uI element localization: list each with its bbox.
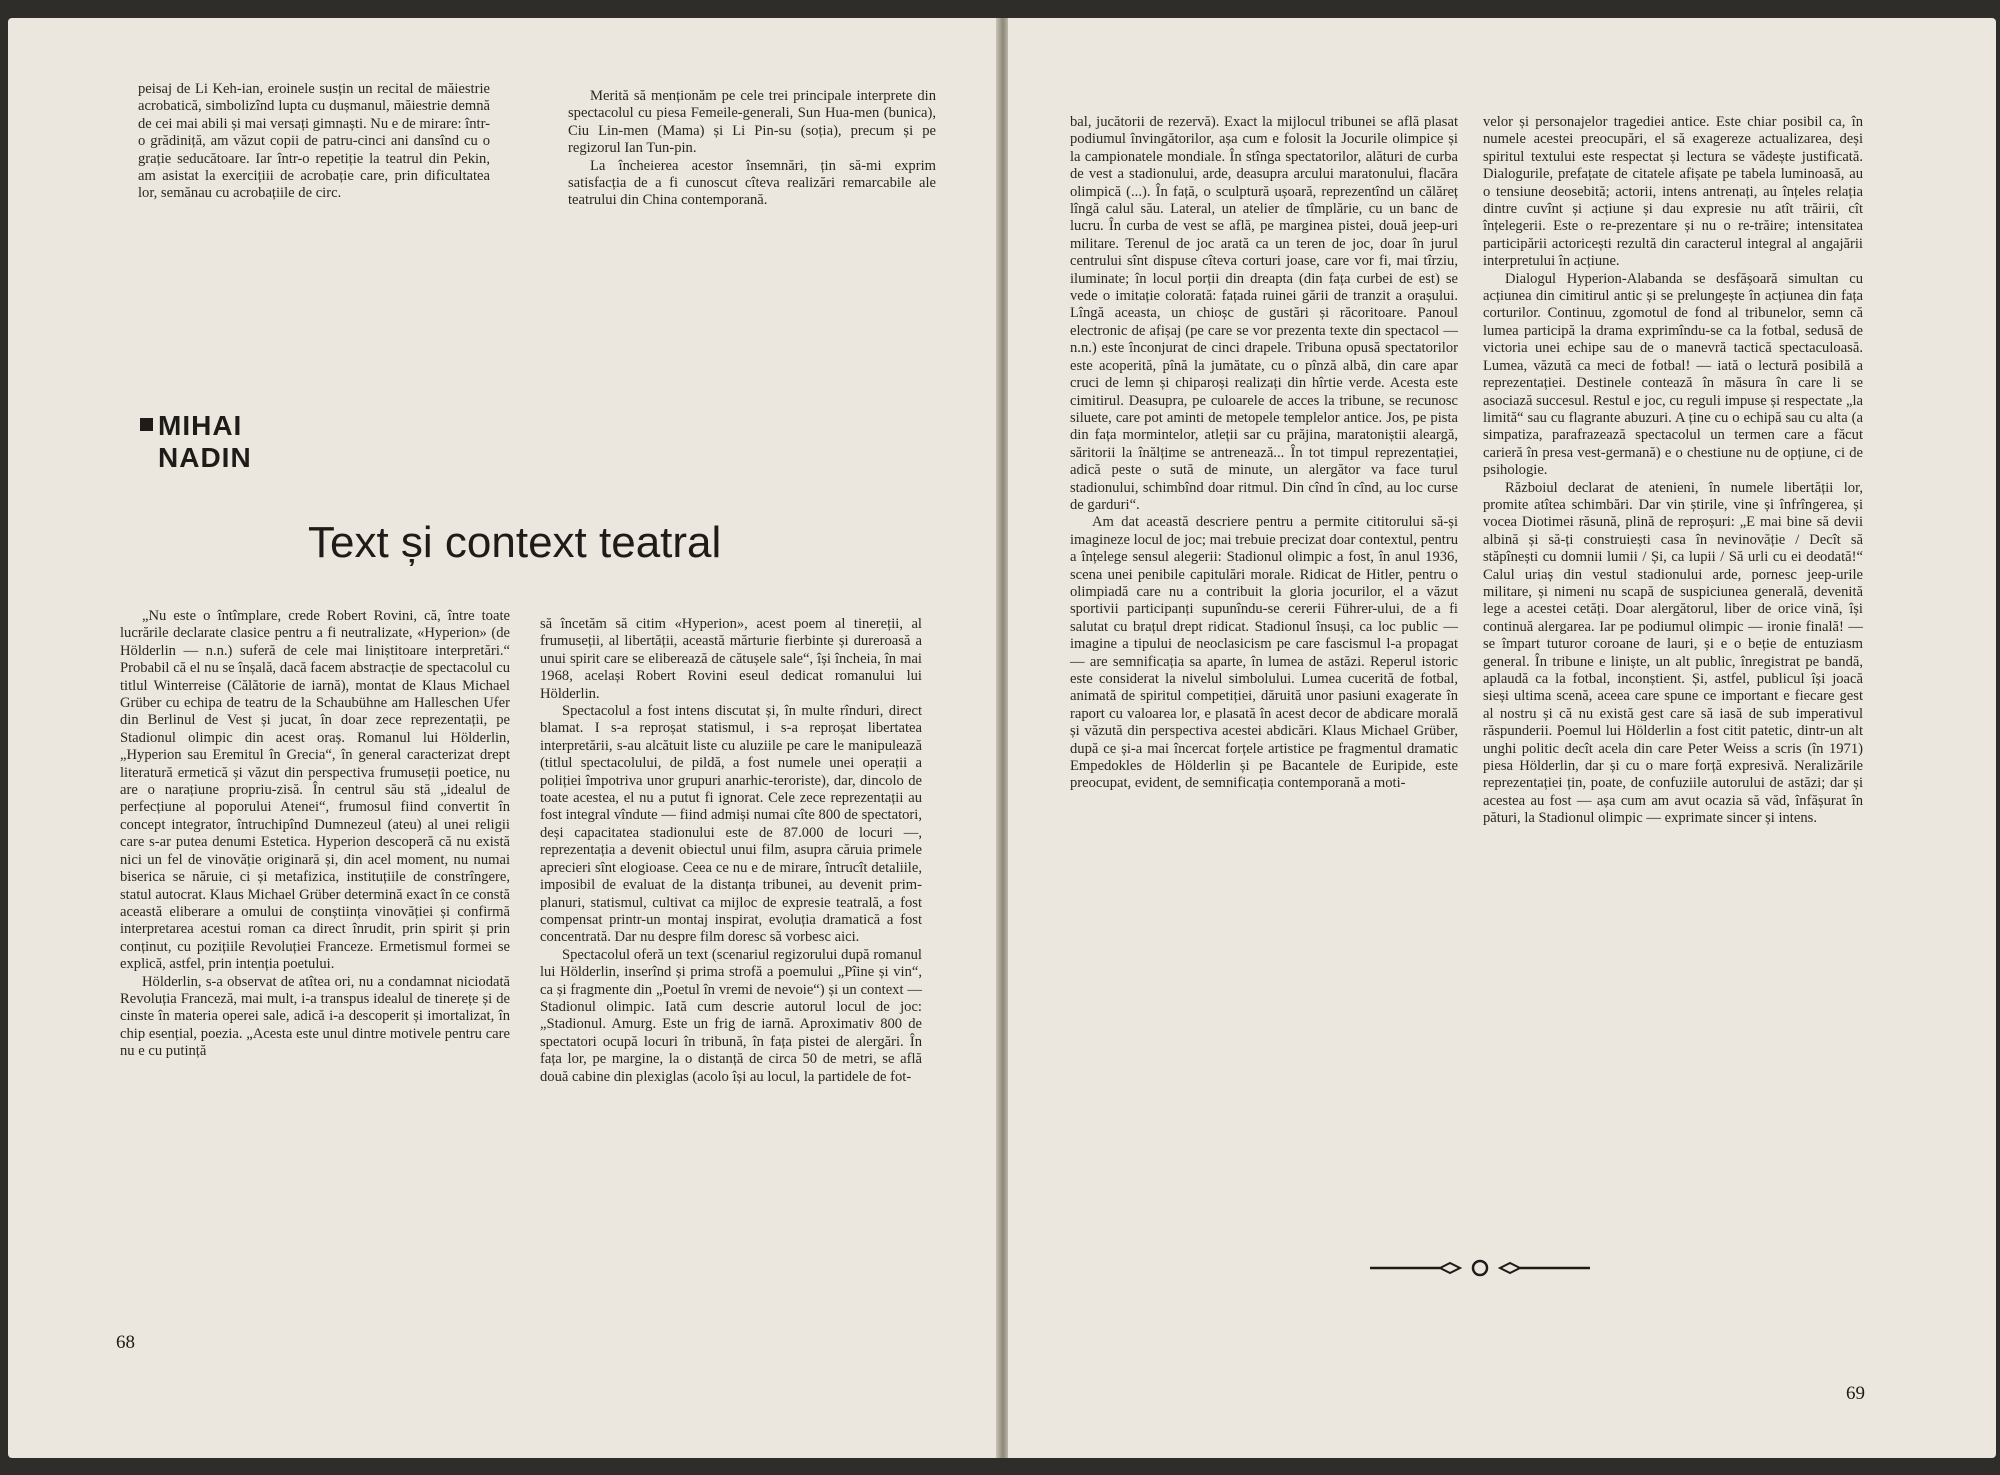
square-bullet-icon bbox=[140, 418, 153, 431]
paragraph: „Nu este o întîmplare, crede Robert Rovini, că, între toate lucrările declarate clasice pentru a fi neutralizate, «Hyperion» (de Hölderlin — n.n.) suferă de cele mai liniștitoare interpretări.“ Probabil că el nu se înșală, dacă facem abstracție de spectacolul cu titlul Winterreise (Călătorie de iarnă), montat de Klaus Michael Grüber cu echipa de teatru de la Schaubühne am Halleschen Ufer din Berlinul de Vest și jucat, în doar zece reprezentații, pe Stadionul olimpic din acest oraș. Romanul lui Hölderlin, „Hyperion sau Eremitul în Grecia“, în general caracterizat drept literatură ermetică și văzut din perspectiva frumuseții poetice, nu are o narațiune propriu-zisă. În centrul său stă „idealul de perfecțiune al poporului Atenei“, frumosul fiind convertit în concept integrator, întruchipînd Dumnezeul (ateu) al unei religii care s-ar putea denumi Estetica. Hyperion descoperă că nu există nici un fel de vinovăție originară și, din acel moment, nu numai biserica se năruie, ci și metafizica, instituțiile de constrîngere, statul autocrat. Klaus Michael Grüber determină exact în ce constă această eliberare a omului de conștiința vinovăției și confirmă interpretarea acestui roman ca direct înrudit, prin spirit și prin conținut, cu pozițiile Revoluției Franceze. Ermetismul formei se explică, astfel, prin intenția poetului. bbox=[120, 608, 510, 973]
article-title: Text și context teatral bbox=[308, 518, 722, 567]
paragraph: Spectacolul oferă un text (scenariul regizorului după romanul lui Hölderlin, inserînd și prima strofă a poemului „Pîine și vin“, ca și fragmente din „Poetul în vremi de nevoie“) și un context — Stadionul olimpic. Iată cum descrie autorul locul de joc: „Stadionul. Amurg. Este un frig de iarnă. Aproximativ 800 de spectatori ocupă locuri în tribună, în fața pistei de alergări. În fața lor, pe margine, la o distanță de circa 50 de metri, se află două cabine din plexiglas (acolo își au locul, la partidele de fot- bbox=[540, 946, 922, 1085]
left-col2-top bbox=[568, 88, 936, 210]
ornament-divider-icon bbox=[1370, 1258, 1590, 1278]
paragraph: Spectacolul a fost intens discutat și, în multe rînduri, direct blamat. I s-a reproșat statismul, i s-a reproșat libertatea interpretării, s-au alcătuit liste cu aluziile pe care le manipulează (titlul spectacolului, de pildă, a fost numele unei operații a poliției împotriva unor grupuri anarhic-teroriste), dar, dincolo de toate acestea, el nu a putut fi ignorat. Cele zece reprezentații au fost integral vîndute — fiind admiși numai cîte 800 de spectatori, deși capacitatea stadionului este de 87.000 de locuri —, reprezentația a devenit obiectul unui film, asupra căruia primele aprecieri sînt elogioase. Ceea ce nu e de mirare, întrucît detaliile, imposibil de evaluat de la distanța tribunei, au devenit prim-planuri, statismul, cultivat ca mijloc de expresie teatrală, a fost compensat printr-un montaj inspirat, evoluția dramatică a fost concentrată. Dar nu despre film doresc să vorbesc aici. bbox=[540, 703, 922, 946]
paragraph: Dialogul Hyperion-Alabanda se desfășoară simultan cu acțiunea din cimitirul antic și se prelungește în acțiunea din fața corturilor. Continuu, zgomotul de fond al tribunelor, semn că lumea participă la drama exprimîndu-se ca la fotbal, sedusă de victoria unei echipe sau de o manevră tactică spectaculoasă. Lumea, văzută ca meci de fotbal! — iată o lectură posibilă a reprezentației. Destinele contează în măsura în care li se asociază succesul. Restul e joc, cu reguli impuse și respectate „la limită“ sau cu flagrante abuzuri. A ține cu o echipă sau cu alta (a simpatiza, parafrazează spectacolul un termen care a făcut carieră în presa vest-germană) e o chestiune nu de opțiune, ci de psihologie. bbox=[1483, 270, 1863, 479]
author-first-name: MIHAI bbox=[158, 410, 243, 441]
left-col1-top bbox=[138, 81, 490, 203]
left-page bbox=[8, 18, 998, 1458]
page-number: 68 bbox=[116, 1332, 135, 1353]
paragraph: velor și personajelor tragediei antice. Este chiar posibil ca, în numele acestei preocupări, el să exagereze actualizarea, deși spiritul textului este respectat și lectura se vădește justificată. Dialogurile, prefațate de citatele afișate pe tabela luminoasă, au o tensiune deosebită; actorii, intens antrenați, au înțeles relația dintre cuvînt și acțiune și dau expresie nu atît trăirii, cît înțelegerii. Este o re-prezentare și nu o re-trăire; intensitatea participării actoricești rezultă din caracterul integral al angajării interpretului în acțiune. bbox=[1483, 114, 1863, 270]
paragraph: Hölderlin, s-a observat de atîtea ori, nu a condamnat niciodată Revoluția Franceză, mai mult, i-a transpus idealul de tinerețe și de cinste în materia operei sale, adică i-a descoperit și imortalizat, în chip esențial, poezia. „Acesta este unul dintre motivele pentru care nu e cu putință bbox=[120, 973, 510, 1060]
left-col1 bbox=[120, 608, 510, 1061]
author-last-name: NADIN bbox=[158, 442, 252, 473]
right-col2 bbox=[1483, 114, 1863, 828]
left-col2 bbox=[540, 616, 922, 1086]
paragraph: peisaj de Li Keh-ian, eroinele susțin un recital de măiestrie acrobatică, simbolizînd lupta cu dușmanul, măiestrie demnă de cei mai abili și mai versați gimnaști. Nu e de mirare: într-o grădiniță, am văzut copii de patru-cinci ani dansînd cu o grație seducătoare. Iar într-o repetiție la teatrul din Pekin, am asistat la exercițiii de acrobație care, prin dificultatea lor, semănau cu acrobațiile de circ. bbox=[138, 81, 490, 202]
page-number: 69 bbox=[1846, 1383, 1865, 1404]
right-page bbox=[1008, 18, 1996, 1458]
author-name bbox=[158, 410, 252, 474]
paragraph: Am dat această descriere pentru a permite cititorului să-și imagineze locul de joc; mai trebuie precizat doar contextul, pentru a înțelege sensul alegerii: Stadionul olimpic a fost, în anul 1936, scena unei penibile capitulări morale. Ridicat de Hitler, pentru o olimpiadă care nu a contribuit la gloria jocurilor, el a văzut sportivii participanți supunîndu-se cererii Führer-ului, de a fi salutat cu brațul drept ridicat. Stadionul însuși, ca loc public — imagine a tipului de neoclasicism pe care fascismul l-a propagat — are semnificația sa aparte, în lumea de astăzi. Reperul istoric este considerat la nivelul simbolului. Lumea cucerită de fotbal, animată de spiritul competiției, dăruită unor pasiuni exagerate în raport cu valoarea lor, e plasată în acest decor de abdicare morală și văzută din perspectiva acestei abdicări. Klaus Michael Grüber, după ce și-a mai încercat forțele artistice pe fragmentul dramatic Empedokles de Hölderlin și pe Bacantele de Euripide, este preocupat, evident, de semnificația contemporană a moti- bbox=[1070, 514, 1458, 792]
paragraph: La încheierea acestor însemnări, țin să-mi exprim satisfacția de a fi cunoscut cîteva realizări remarcabile ale teatrului din China contemporană. bbox=[568, 157, 936, 209]
right-col1 bbox=[1070, 114, 1458, 793]
paragraph: să încetăm să citim «Hyperion», acest poem al tinereții, al frumuseții, al libertății, această mărturie fierbinte și dureroasă a unui spirit care se eliberează de cătușele sale“, își încheia, în mai 1968, același Robert Rovini eseul dedicat romanului lui Hölderlin. bbox=[540, 616, 922, 702]
paragraph: Merită să menționăm pe cele trei principale interprete din spectacolul cu piesa Femeile-generali, Sun Hua-men (bunica), Ciu Lin-men (Mama) și Li Pin-su (soția), precum și pe regizorul Ian Tun-pin. bbox=[568, 88, 936, 157]
paragraph: Războiul declarat de atenieni, în numele libertății lor, promite atîtea schimbări. Dar vin știrile, vine și înfrîngerea, și vocea Diotimei răsună, plină de reproșuri: „E mai bine să devii albină și să-ți construiești casa în nevinovăție / Decît să stăpînești cu domnii lumii / Și, ca lupii / Să urli cu ei deodată!“ Calul uriaș din vestul stadionului arde, pornesc jeep-urile militare, și nimeni nu scapă de suspiciunea generală, devenită lege a acestei cetăți. Doar alergătorul, liber de orice vină, își continuă alergarea. Iar pe podiumul olimpic — ironie finală! — se împart tuturor coroane de lauri, și e o beție de entuziasm general. În tribune e liniște, un alt public, înregistrat pe bandă, aplaudă ca la fotbal, inconștient. Și, astfel, publicul își joacă sieși ultima scenă, aceea care spune ce important e fiecare gest al nostru și că nu există gest care să iasă de sub imperativul răspunderii. Poemul lui Hölderlin a fost citit patetic, dintr-un alt unghi politic decît acela din care Peter Weiss a scris (în 1971) piesa Hölderlin, dar și cu o mare forță expresivă. Neralizările reprezentației țin, poate, de confuziile autorului de astăzi; dar și acestea au fost — așa cum am avut ocazia să văd, înfășurat în pături, la Stadionul olimpic — exprimate sincer și intens. bbox=[1483, 479, 1863, 827]
paragraph: bal, jucătorii de rezervă). Exact la mijlocul tribunei se află plasat podiumul învingătorilor, așa cum e folosit la Jocurile olimpice și la campionatele mondiale. În stînga spectatorilor, alături de curba de vest a stadionului, arde, deasupra arcului maratonului, flacăra olimpică (...). În față, o sculptură ușoară, reprezentînd un călăreț lîngă calul său. Lateral, un atelier de tîmplărie, cu un banc de lucru. În curba de vest se află, pe marginea pistei, două jeep-uri militare. Terenul de joc arată ca un teren de joc, doar în jurul centrului sînt dispuse cîteva corturi joase, care vor fi, mai tîrziu, iluminate; în locul porții din dreapta (din fața curbei de est) se vede o imitație colorată: fațada ruinei gării de tranzit a orașului. Lîngă aceasta, un chioșc de gustări și răcoritoare. Panoul electronic de afișaj (pe care se vor prezenta texte din spectacol — n.n.) este înconjurat de cinci drapele. Tribuna opusă spectatorilor este acoperită, pînă la jumătate, cu o pînză albă, din care apar cruci de lemn și chiparoși realizați din hîrtie verde. Acesta este cimitirul. Deasupra, pe culoarele de acces la tribune, se recunosc siluete, care pot aminti de metopele templelor antice. Jos, pe pista din fața mormintelor, atleții sar cu prăjina, maratoniștii aleargă, săritorii la înălțime se antrenează... În tot timpul reprezentației, adică peste o sută de minute, un alergător va face turul stadionului, schimbînd doar ritmul. Din cînd în cînd, au loc curse de garduri“. bbox=[1070, 114, 1458, 513]
